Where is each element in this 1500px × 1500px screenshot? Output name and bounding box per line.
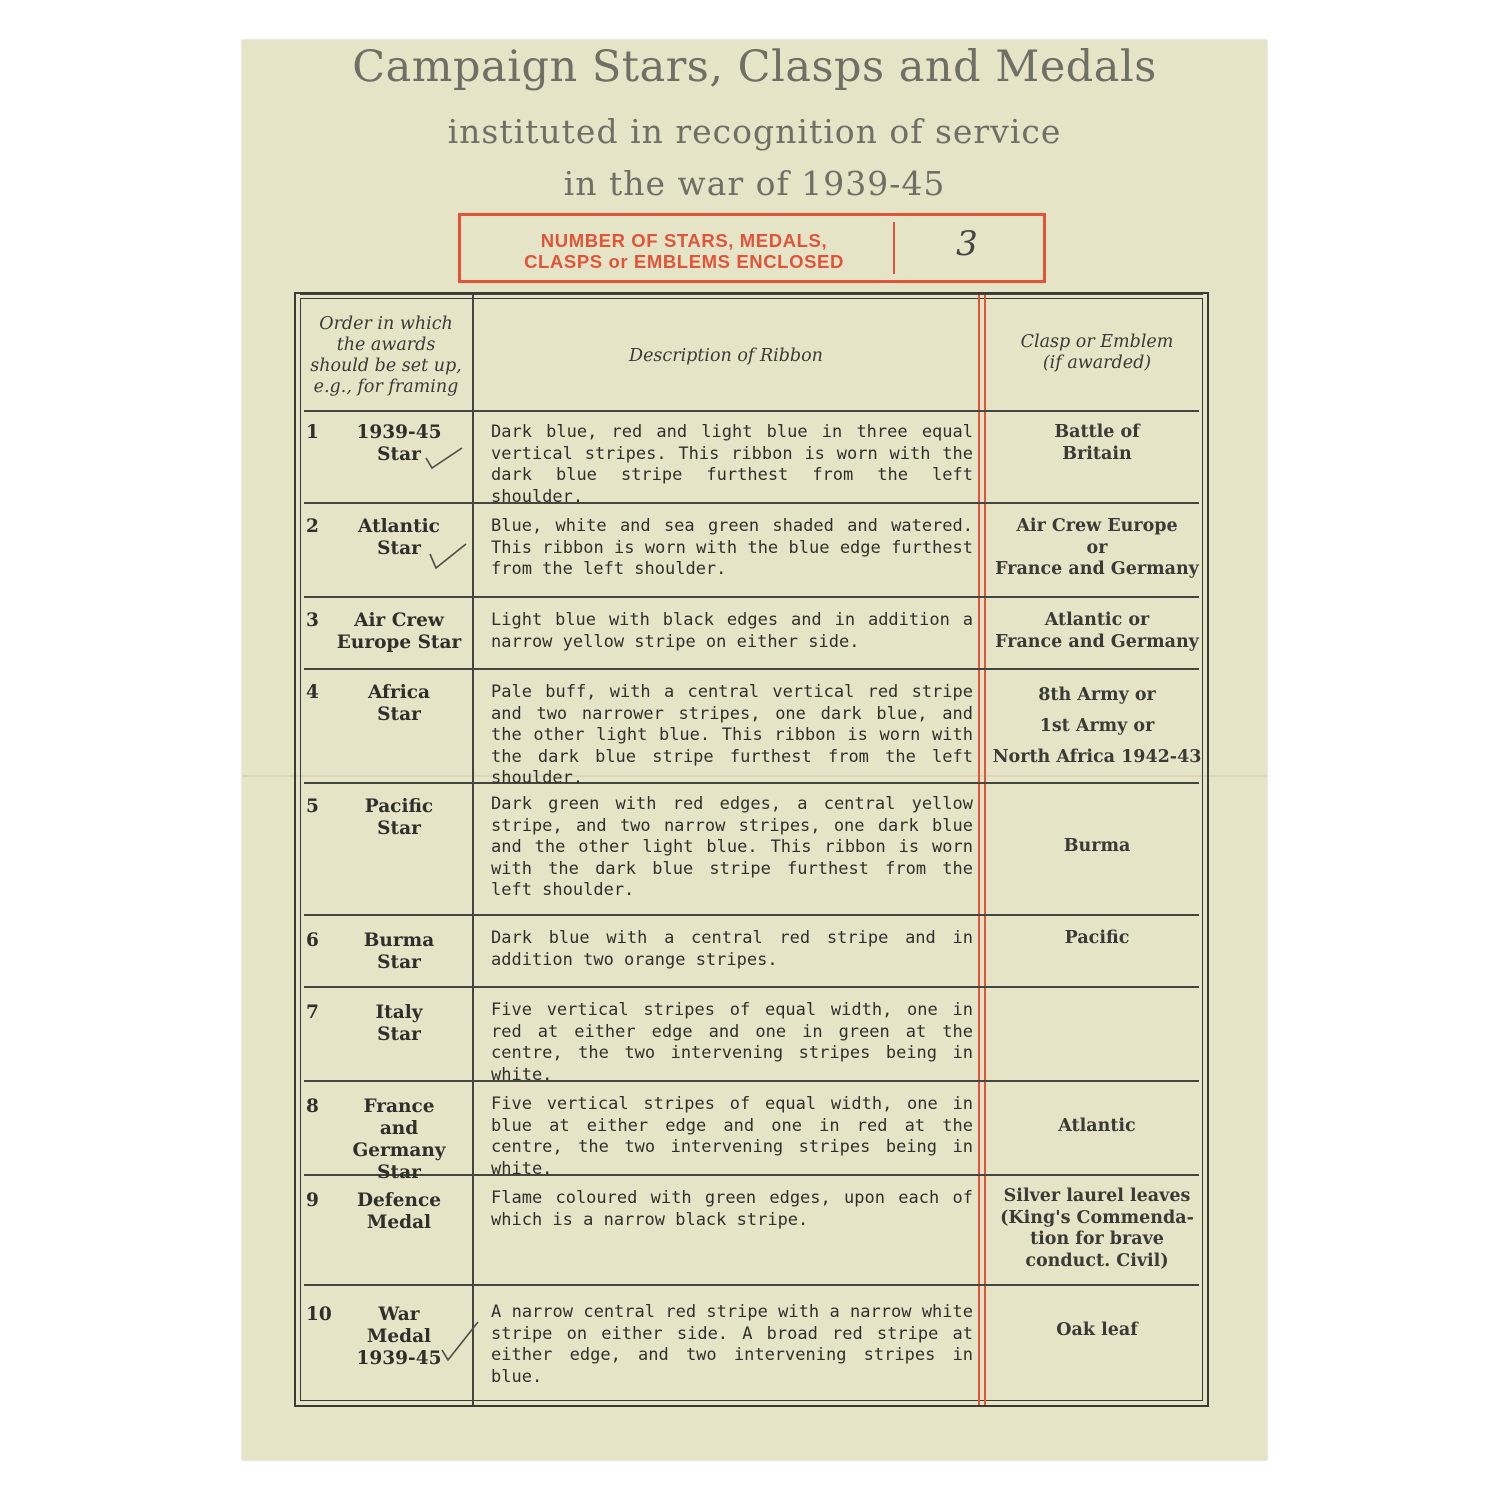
row-divider — [304, 986, 1199, 988]
clasp-line: Britain — [1062, 443, 1132, 464]
document-title: Campaign Stars, Clasps and Medals — [352, 42, 1157, 92]
red-column-divider-b — [984, 294, 986, 1405]
checkmark-icon — [426, 540, 472, 574]
ribbon-description-4: Pale buff, with a central vertical red stripe and two narrower stripes, one dark blue, and the other light blue. This ribbon is worn with the dark blue stripe furthest from the left shoulder. — [491, 682, 973, 788]
award-name-line: Burma — [363, 930, 435, 951]
checkmark-icon — [422, 444, 468, 474]
clasp-1 — [988, 422, 1206, 465]
award-number: 4 — [306, 682, 319, 703]
clasp-line: 8th Army or — [1038, 685, 1156, 705]
row-divider — [304, 914, 1199, 916]
award-name-line: 1939-45 — [356, 1348, 442, 1369]
enclosed-count-box — [458, 213, 1046, 283]
award-name-9 — [306, 1190, 466, 1234]
ribbon-description-7: Five vertical stripes of equal width, one in red at either edge and one in green at the centre, the two intervening stripes being in white. — [491, 1000, 973, 1085]
header-order — [300, 314, 472, 398]
clasp-line: North Africa 1942-43 — [992, 747, 1202, 767]
clasp-line: conduct. Civil) — [1025, 1250, 1169, 1271]
clasp-10 — [988, 1320, 1206, 1342]
header-clasp-line: Clasp or Emblem — [1020, 332, 1174, 352]
document-subtitle-line2: in the war of 1939-45 — [563, 164, 946, 203]
award-name-line: Atlantic — [358, 516, 440, 537]
header-order-line: e.g., for framing — [313, 377, 459, 397]
clasp-line: Atlantic or — [1044, 610, 1150, 630]
award-number: 1 — [306, 422, 319, 443]
clasp-5 — [988, 836, 1206, 858]
header-clasp — [988, 332, 1206, 374]
award-name-7 — [306, 1002, 466, 1046]
clasp-line: France and Germany — [995, 559, 1199, 579]
clasp-line: 1st Army or — [1039, 716, 1155, 736]
awards-table — [294, 292, 1209, 1407]
header-order-line: should be set up, — [310, 356, 462, 376]
ribbon-description-8: Five vertical stripes of equal width, one in blue at either edge and one in red at the centre, the two intervening stripes being in white. — [491, 1094, 973, 1179]
award-name-line: Europe Star — [336, 632, 462, 653]
award-name-line: Africa — [367, 682, 430, 703]
row-divider — [304, 596, 1199, 598]
award-name-line: Air Crew — [354, 610, 444, 631]
clasp-line: Pacific — [1064, 928, 1130, 948]
clasp-2 — [988, 516, 1206, 581]
award-name-line: Star — [377, 538, 421, 559]
enclosed-label-line2: CLASPS or EMBLEMS ENCLOSED — [524, 251, 844, 272]
header-order-line: the awards — [336, 335, 436, 355]
certificate-sheet — [242, 40, 1267, 1460]
award-number: 8 — [306, 1096, 319, 1117]
clasp-line: Burma — [1063, 836, 1131, 856]
award-name-line: Defence — [356, 1190, 442, 1211]
award-number: 5 — [306, 796, 319, 817]
enclosed-count-value: 3 — [956, 224, 978, 264]
clasp-9 — [988, 1186, 1206, 1272]
award-name-line: Star — [377, 1024, 421, 1045]
award-name-line: France — [363, 1096, 435, 1117]
row-divider — [304, 410, 1199, 412]
row-divider — [304, 668, 1199, 670]
award-number: 9 — [306, 1190, 319, 1211]
award-name-line: Italy — [375, 1002, 423, 1023]
award-name-line: Medal — [366, 1212, 432, 1233]
ribbon-description-5: Dark green with red edges, a central yellow stripe, and two narrow stripes, one dark blue and the other light blue. This ribbon is worn with the dark blue stripe furthest from the left shoulder. — [491, 794, 973, 900]
award-name-line: Star — [377, 444, 421, 465]
award-name-line: Star — [377, 818, 421, 839]
ribbon-description-2: Blue, white and sea green shaded and watered. This ribbon is worn with the blue edge furthest from the left shoulder. — [491, 516, 973, 579]
header-description: Description of Ribbon — [629, 346, 823, 366]
award-name-6 — [306, 930, 466, 974]
header-order-line: Order in which — [319, 314, 453, 334]
clasp-line: Air Crew Europe — [1016, 516, 1178, 536]
award-name-line: Star — [377, 952, 421, 973]
ribbon-description-3: Light blue with black edges and in addition a narrow yellow stripe on either side. — [491, 610, 973, 652]
award-name-8 — [306, 1096, 466, 1184]
award-name-line: War — [378, 1304, 420, 1325]
clasp-3 — [988, 610, 1206, 653]
clasp-6 — [988, 928, 1206, 950]
clasp-line: Oak leaf — [1056, 1320, 1138, 1340]
award-number: 2 — [306, 516, 319, 537]
award-name-3 — [306, 610, 466, 654]
red-column-divider-a — [978, 294, 980, 1405]
clasp-4 — [988, 680, 1206, 773]
award-name-line: Star — [377, 704, 421, 725]
clasp-line: or — [1086, 537, 1108, 558]
award-name-5 — [306, 796, 466, 840]
enclosed-box-divider — [893, 222, 895, 274]
clasp-line: France and Germany — [995, 631, 1199, 652]
award-name-line: Pacific — [364, 796, 434, 817]
ribbon-description-6: Dark blue with a central red stripe and in addition two orange stripes. — [491, 928, 973, 970]
award-number: 7 — [306, 1002, 319, 1023]
clasp-line: Battle of — [1054, 422, 1140, 442]
document-subtitle-line1: instituted in recognition of service — [447, 112, 1062, 151]
top-rule — [300, 294, 1203, 295]
checkmark-icon — [436, 1316, 482, 1366]
clasp-line: (King's Commenda- — [1000, 1207, 1194, 1228]
award-name-line: Star — [377, 1162, 421, 1183]
clasp-8 — [988, 1116, 1206, 1138]
column-divider-order — [472, 294, 474, 1405]
clasp-line: tion for brave — [1030, 1229, 1164, 1249]
clasp-line: Silver laurel leaves — [1003, 1186, 1191, 1206]
award-name-4 — [306, 682, 466, 726]
award-name-line: Medal — [366, 1326, 432, 1347]
award-number: 10 — [306, 1304, 332, 1325]
award-number: 6 — [306, 930, 319, 951]
ribbon-description-1: Dark blue, red and light blue in three equal vertical stripes. This ribbon is worn with the dark blue stripe furthest from the left shoulder. — [491, 422, 973, 507]
award-number: 3 — [306, 610, 319, 631]
clasp-line: Atlantic — [1058, 1116, 1136, 1136]
award-name-line: and Germany — [352, 1118, 446, 1161]
enclosed-label-line1: NUMBER OF STARS, MEDALS, — [540, 230, 828, 251]
ribbon-description-9: Flame coloured with green edges, upon each of which is a narrow black stripe. — [491, 1188, 973, 1230]
row-divider — [304, 1284, 1199, 1286]
header-clasp-line: (if awarded) — [1042, 353, 1152, 373]
award-name-line: 1939-45 — [356, 422, 442, 443]
enclosed-count-label — [479, 230, 889, 272]
ribbon-description-10: A narrow central red stripe with a narrow white stripe on either side. A broad red stripe at either edge, and two intervening stripes in blue. — [491, 1302, 973, 1387]
